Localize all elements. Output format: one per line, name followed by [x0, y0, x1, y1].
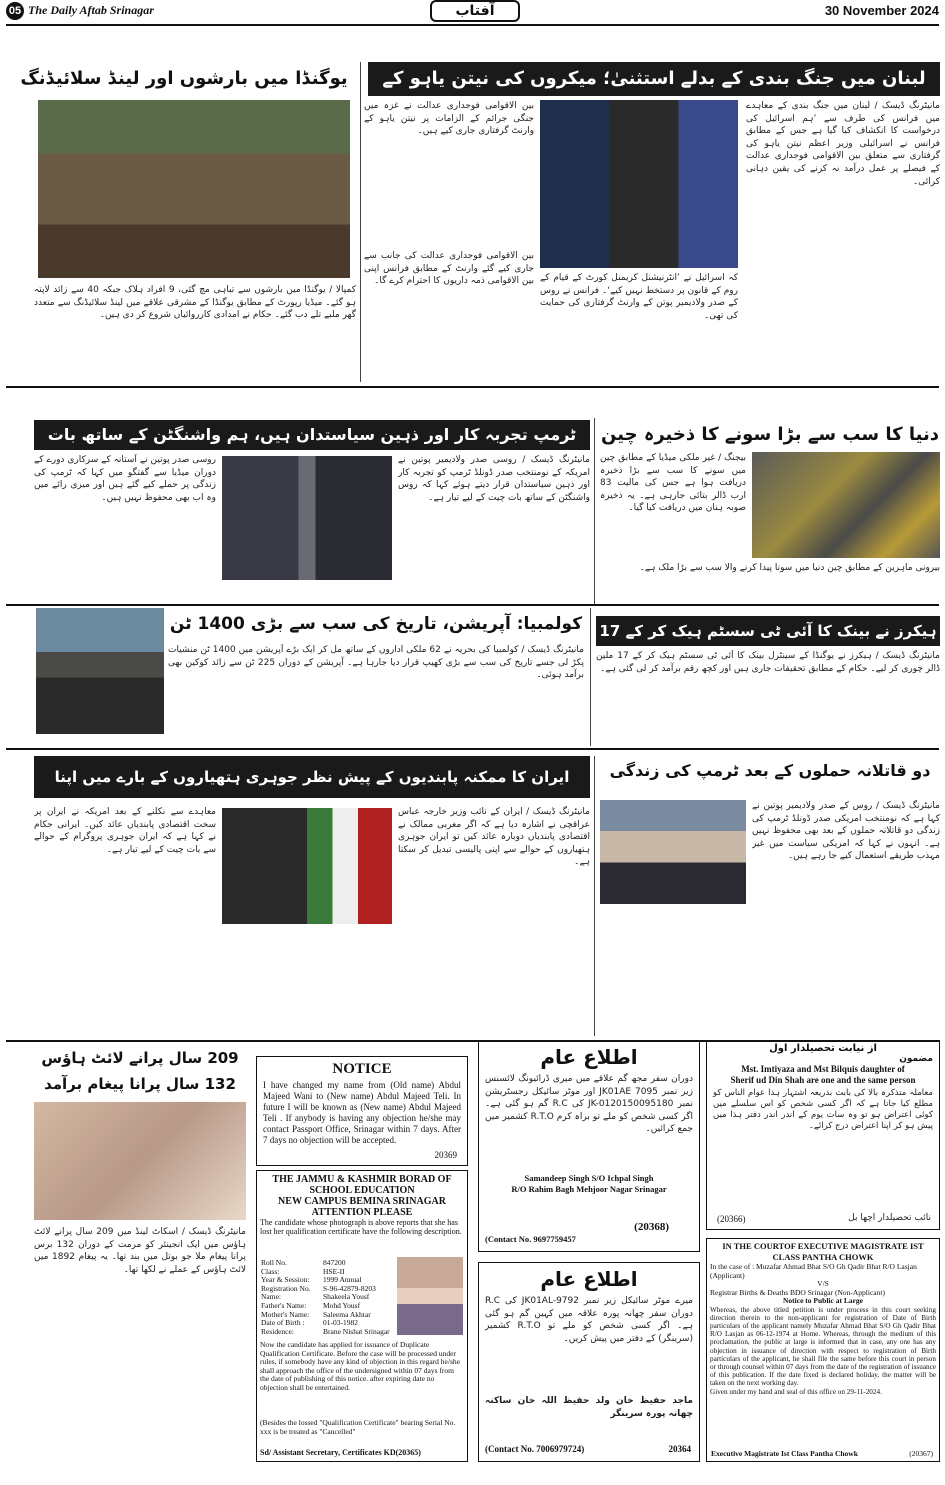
court-subject: Notice to Public at Large [783, 1296, 863, 1305]
message-bottle-photo [34, 1102, 246, 1220]
divider [360, 62, 361, 382]
court-signature: Executive Magistrate Ist Class Pantha Chowk [711, 1449, 858, 1458]
board-detail-label: Residence: [261, 1326, 294, 1336]
ad1-ref: (20368) [634, 1221, 669, 1233]
ad1-contact: (Contact No. 9697759457 [485, 1234, 576, 1244]
notice-body: I have changed my name from (Old name) Abdul Majeed Wani to (New name) Abdul Majeed Teli. In future I will be known as (New name) Abdul Majeed Teli . If anybody is having any objection he/she may contact Passport Office, Srinagar within 7 days. After 7 days no objection will be accepted. [263, 1080, 461, 1145]
board-detail-value: Saleema Akhtar [323, 1309, 371, 1319]
court-given: Given under my hand and seal of this office on 29-11-2024. [710, 1387, 882, 1396]
ishtihar-body: معاملہ متذکرہ بالا کی بابت بذریعہ اشتہار ہذا عوام الناس کو مطلع کیا جاتا ہے کہ اگر کسی شخص کو اس سلسلے میں کوئی اعتراض ہو تو وہ سات یوم کے اندر اندر دفتر ہذا میں پیش ہو کر اپنا اعتراض درج کرائے۔ [713, 1088, 933, 1131]
court-respondent: Registrar Births & Deaths BDO Srinagar (Non-Applicant) [710, 1287, 885, 1297]
uganda-landslide-photo [38, 100, 350, 278]
board-detail-label: Year & Session: [261, 1275, 310, 1285]
board-intro: The candidate whose photograph is above reports that she has lost her qualification certificate have the following description. [260, 1218, 462, 1236]
s9-headline-2: 132 سال پرانا پیغام برآمد [44, 1075, 236, 1093]
court-notice [706, 1238, 940, 1462]
candidate-photo [397, 1257, 463, 1335]
board-detail-value: HSE-II [323, 1266, 345, 1276]
board-detail-label: Father's Name: [261, 1300, 307, 1310]
ishtihar-title-1: از نیابت تحصیلدار اول [769, 1043, 877, 1054]
ad1-body: دوران سفر مجھ گم علاقے میں میری ڈرائیونگ لائسنس زیر نمبر JK01AE 7095 اور موٹر سائیکل رجسٹریشن نمبر JK-0120150095180 کی R.C گم ہو گئی ہے۔ اگر کسی شخص کو ملے تو براہ کرم R.T.O کشمیر میں جمع کرائیں۔ [485, 1074, 694, 1135]
s5-paragraph-1: مانیٹرنگ ڈیسک / کولمبیا کی بحریہ نے 62 ملکی اداروں کے ساتھ مل کر ایک بڑے آپریشن میں 1400 ٹن منشیات پکڑ لی جسے تاریخ کی سب سے بڑی کھیپ قرار دیا جارہا ہے۔ آپریشن کے دوران 225 ٹن سے زائد کوکین بھی برآمد ہوئی۔ [168, 645, 584, 681]
board-detail-value: Brane Nishat Srinagar [323, 1326, 390, 1336]
macron-netanyahu-photo [540, 100, 738, 268]
newspaper-logo: آفتاب [430, 0, 520, 22]
divider [6, 748, 939, 750]
board-signature: Sd/ Assistant Secretary, Certificates KD(20365) [260, 1448, 421, 1457]
ad1-sign-1: Samandeep Singh S/O Ichpal Singh [524, 1173, 654, 1183]
board-detail-value: Shakeela Yousf [323, 1292, 370, 1302]
ad1-sign-2: R/O Rahim Bagh Mehjoor Nagar Srinagar [511, 1184, 667, 1194]
s2-headline: یوگنڈا میں بارشوں اور لینڈ سلائیڈنگ [20, 68, 348, 89]
s9-headline-1: 209 سال پرانے لائٹ ہاؤس [41, 1049, 239, 1067]
paper-name: The Daily Aftab Srinagar [28, 3, 154, 17]
board-notice [256, 1170, 468, 1462]
board-detail-value: S-96-42879-8203 [323, 1283, 376, 1293]
drug-seizure-photo [36, 608, 164, 734]
board-title-4: ATTENTION PLEASE [311, 1207, 413, 1218]
court-case: In the case of : Muzafar Ahmad Bhat S/O Gh Qadir Bhat R/O Lasjan (Applicant) [710, 1262, 917, 1280]
s7-paragraph-2: معاہدے سے نکلنے کے بعد امریکہ نے ایران پر سخت اقتصادی پابندیاں عائد کیں۔ ایرانی حکام نے کہا ہے کہ ایران جوہری پروگرام کے حوالے سے بات چیت کے لیے تیار ہے۔ [34, 807, 216, 855]
ishtihar-en-1: Mst. Imtiyaza and Mst Bilquis daughter of [741, 1064, 905, 1074]
putin-photo [600, 800, 746, 904]
court-ref: (20367) [909, 1449, 933, 1458]
ad2-ref: 20364 [668, 1444, 691, 1454]
board-title-3: NEW CAMPUS BEMINA SRINAGAR [278, 1196, 446, 1207]
s3-headline: دنیا کا سب سے بڑا سونے کا ذخیرہ چین [601, 424, 939, 445]
notice-title: NOTICE [332, 1061, 392, 1077]
s3-paragraph-2: بیرونی ماہرین کے مطابق چین دنیا میں سونا پیدا کرنے والا سب سے بڑا ملک ہے۔ [639, 563, 940, 573]
s4-paragraph-2: روسی صدر پوتین نے آستانہ کے سرکاری دورے کے دوران میڈیا سے گفتگو میں کہا کہ ٹرمپ کی زندگی پر حملے کیے گئے ہیں اور میری رائے میں وہ اب بھی محفوظ نہیں ہیں۔ [34, 455, 216, 503]
page-number: 05 [6, 2, 24, 20]
board-detail-value: Mohd Yousf [323, 1300, 361, 1310]
iran-official-photo [222, 808, 392, 924]
s1-paragraph-1: مانیٹرنگ ڈیسک / لبنان میں جنگ بندی کے معاہدے میں فرانس کی طرف سے ’ہم اسرائیل کی درخواست کا انکشاف کیا گیا ہے جس کے مطابق فرانس نے اسرائیلی وزیر اعظم نیتن یاہو کی گرفتاری سے متعلق بین الاقوامی فوجداری عدالت کے فیصلے پر عمل درآمد نہ کرنے کی یقین دہانی کرائی۔ [746, 101, 940, 187]
board-detail-value: 01-03-1982 [323, 1318, 358, 1328]
board-detail-value: 847200 [323, 1258, 346, 1267]
tehsildar-notice [706, 1040, 940, 1230]
court-title-1: IN THE COURTOF EXECUTIVE MAGISTRATE IST [722, 1241, 924, 1251]
board-detail-label: Mother's Name: [261, 1309, 310, 1319]
ad2-contact: (Contact No. 7006979724) [485, 1444, 585, 1454]
s6-headline: ہیکرز نے بینک کا آئی ٹی سسٹم ہیک کر کے 17 [596, 616, 940, 646]
divider [590, 608, 591, 746]
court-title-2: CLASS PANTHA CHOWK [772, 1252, 874, 1262]
divider [594, 756, 595, 1036]
trump-putin-photo [222, 456, 392, 580]
board-detail-value: 1999 Annual [323, 1275, 362, 1285]
s5-headline: کولمبیا: آپریشن، تاریخ کی سب سے بڑی 1400 ٹن [169, 614, 583, 634]
board-details [261, 1259, 395, 1336]
s8-paragraph-1: مانیٹرنگ ڈیسک / روس کے صدر ولادیمیر پوتین نے کہا ہے کہ نومنتخب امریکی صدر ڈونلڈ ٹرمپ کی زندگی دو قاتلانہ حملوں کے بعد بھی محفوظ نہیں ہے۔ انہوں نے کہا کہ امریکی سیاست میں غیر مہذب طریقے استعمال کیے جا رہے ہیں۔ [752, 801, 940, 862]
issue-date: 30 November 2024 [824, 3, 939, 18]
board-note: (Besides the lossed "Qualification Certificate" bearing Serial No. xxx is be treated as "Cancelled" [260, 1418, 456, 1436]
ishtihar-title-2: مضمون [899, 1054, 933, 1064]
ad2-sign: ماجد حفیظ خان ولد حفیظ اللہ خان ساکنہ چھانہ پورہ سرینگر [485, 1396, 693, 1419]
divider [6, 386, 939, 388]
s1-paragraph-2: کہ اسرائیل نے ’انٹرنیشنل کریمنل کورٹ کے قیام کے روم کے قانون پر دستخط نہیں کیے‘۔ فرانس نے روس کے صدر ولادیمیر پوتن کے وارنٹ گرفتاری کی حمایت کی تھی۔ [540, 273, 738, 321]
s7-headline: ایران کا ممکنہ پابندیوں کے پیش نظر جوہری ہتھیاروں کے بارے میں اپنا [34, 756, 590, 798]
court-vs: V/S [817, 1279, 829, 1288]
s7-paragraph-1: مانیٹرنگ ڈیسک / ایران کے نائب وزیر خارجہ عباس عراقچی نے اشارہ دیا ہے کہ اگر مغربی ممالک نے اقتصادی پابندیاں دوبارہ عائد کیں تو ایران جوہری ہتھیاروں کے حوالے سے اپنی پالیسی تبدیل کر سکتا ہے۔ [398, 807, 590, 868]
gold-ore-photo [752, 452, 940, 558]
s6-paragraph-1: مانیٹرنگ ڈیسک / ہیکرز نے یوگنڈا کے سینٹرل بینک کا آئی ٹی سسٹم ہیک کر کے 17 ملین ڈالر چوری کر لیے۔ حکام کے مطابق تحقیقات جاری ہیں اور کچھ رقم برآمد کر لی گئی ہے۔ [596, 651, 940, 674]
board-detail-row [261, 1328, 395, 1337]
s3-paragraph-1: بیجنگ / غیر ملکی میڈیا کے مطابق چین میں سونے کا سب سے بڑا ذخیرہ دریافت ہوا ہے جس کی مالیت 83 ارب ڈالر بتائی جارہی ہے۔ یہ ذخیرہ صوبہ ہنان میں دریافت کیا گیا۔ [600, 453, 746, 514]
board-detail-label: Name: [261, 1292, 281, 1302]
s1-paragraph-3: بین الاقوامی فوجداری عدالت نے غزہ میں جنگی جرائم کے الزامات پر نیتن یاہو کے وارنٹ گرفتاری جاری کیے ہیں۔ [364, 101, 534, 137]
ishtihar-ref: (20366) [717, 1214, 746, 1224]
s9-paragraph-1: مانیٹرنگ ڈیسک / اسکاٹ لینڈ میں 209 سال پرانے لائٹ ہاؤس میں ایک انجینئر کو مرمت کے دوران 132 برس پرانا پیغام ملا جو بوتل میں بند تھا۔ یہ پیغام 1892 میں لائٹ ہاؤس کے عملے نے لکھا تھا۔ [34, 1227, 246, 1275]
board-detail-label: Date of Birth : [261, 1318, 305, 1328]
board-detail-label: Class: [261, 1266, 280, 1276]
s4-paragraph-1: مانیٹرنگ ڈیسک / روسی صدر ولادیمیر پوتین نے امریکہ کے نومنتخب صدر ڈونلڈ ٹرمپ کو تجربہ کار اور ذہین سیاستدان قرار دیتے ہوئے کہا کہ روس واشنگٹن کے ساتھ بات چیت کے لیے تیار ہے۔ [398, 455, 590, 503]
notice-box [256, 1056, 468, 1166]
ishtihar-sign: نائب تحصیلدار اچھا بل [848, 1213, 931, 1224]
ad1-title: اطلاع عام [540, 1045, 638, 1069]
divider [594, 418, 595, 604]
ad2-title: اطلاع عام [540, 1267, 638, 1291]
court-body: Whereas, the above titled petition is under process in this court seeking direction therein to the non-applicant for registration of Date of Birth particulars of the applicant namely Muzafar Ahmad Bhat S/O Gh Qadir Bhat R/O Lasjan as 06-12-1974 at Home. Whereas, through the medium of this proclamation, the public at large is informed that in case, any one has any objection in issuance of direction with respect to registration of Birth particulars of the applicant, he shall file the same before this court in person or through counsel within 07 days from the date of the registration of issuance of this publication. If the date fixed is declared holiday, the matter will be taken on the next working day. [710, 1305, 936, 1388]
public-notice-1 [478, 1040, 700, 1252]
ad2-body: میرے موٹر سائیکل زیر نمبر JK01AL-9792 کی R.C دوران سفر چھانہ پورہ علاقہ میں کہیں گم ہو گئی ہے۔ اگر کسی شخص کو ملے تو R.T.O کشمیر (سرینگر) کے دفتر میں پیش کریں۔ [485, 1296, 694, 1344]
s2-paragraph-1: کمپالا / یوگنڈا میں بارشوں سے تباہی مچ گئی، 9 افراد ہلاک جبکہ 40 سے زائد لاپتہ ہو گئے۔ میڈیا رپورٹ کے مطابق یوگنڈا کے مشرقی علاقے میں لینڈ سلائیڈنگ سے متعدد گھر ملبے تلے دب گئے۔ حکام نے امدادی کارروائیاں شروع کر دی ہیں۔ [34, 285, 356, 321]
s8-headline: دو قاتلانہ حملوں کے بعد ٹرمپ کی زندگی [609, 761, 931, 780]
public-notice-2 [478, 1262, 700, 1462]
board-title-2: SCHOOL EDUCATION [309, 1185, 415, 1196]
board-detail-label: Roll No. [261, 1258, 287, 1267]
board-detail-label: Registration No. [261, 1283, 311, 1293]
s1-headline: لبنان میں جنگ بندی کے بدلے استثنیٰ؛ میکروں کی نیتن یاہو کے [368, 62, 940, 96]
s4-headline: ٹرمپ تجربہ کار اور ذہین سیاستدان ہیں، ہم واشنگٹن کے ساتھ بات [34, 420, 590, 450]
board-title-1: THE JAMMU & KASHMIR BORAD OF [272, 1174, 452, 1185]
s1-paragraph-4: بین الاقوامی فوجداری عدالت کی جانب سے جاری کیے گئے وارنٹ کے مطابق فرانس اپنی بین الاقوامی ذمہ داریوں کا احترام کرے گا۔ [364, 251, 534, 287]
ishtihar-en-2: Sherif ud Din Shah are one and the same person [730, 1075, 916, 1085]
notice-ref: 20369 [434, 1150, 457, 1160]
board-body: Now the candidate has applied for issuance of Duplicate Qualification Certificate. Before the case will be processed under rules, if somebody have any kind of objection in this regard he/she shall approach the office of the undersigned within 07 days from the date of publishing of this notice. after expiring date no objection shall be entertained. [260, 1340, 460, 1392]
